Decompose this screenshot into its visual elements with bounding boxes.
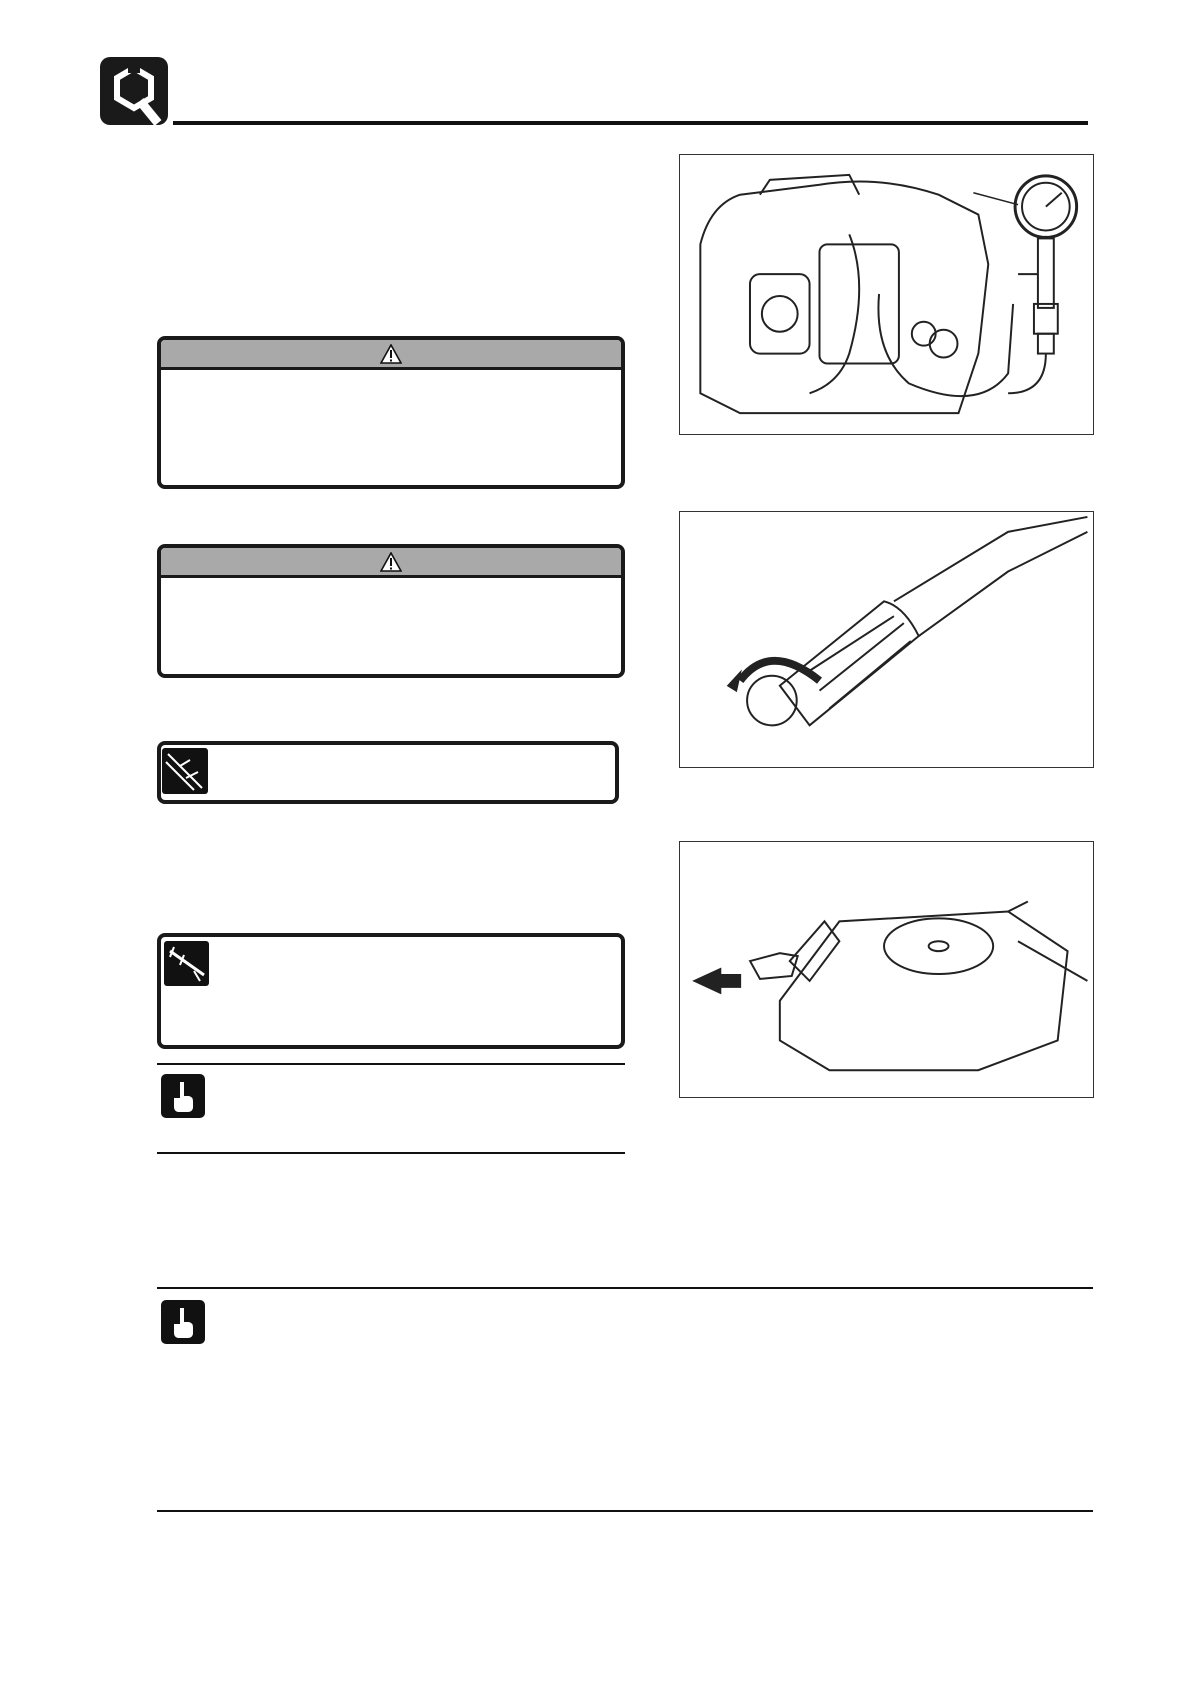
caliper-measurement-icon xyxy=(164,941,209,986)
warning-header xyxy=(161,340,621,370)
note-rule-top xyxy=(157,1287,1093,1289)
header-rule xyxy=(173,121,1088,125)
note-rule-bottom xyxy=(157,1152,625,1154)
recoil-starter-illustration xyxy=(679,841,1094,1098)
special-tool-box xyxy=(157,741,619,804)
pointing-hand-note-icon xyxy=(161,1074,205,1118)
measurement-spec-box xyxy=(157,933,625,1049)
compression-gauge-illustration xyxy=(679,154,1094,435)
warning-box-2 xyxy=(157,544,625,678)
warning-box-1 xyxy=(157,336,625,489)
warning-header xyxy=(161,548,621,578)
special-tool-icon xyxy=(162,748,208,794)
pointing-hand-note-icon xyxy=(161,1300,205,1344)
warning-triangle-icon xyxy=(380,552,402,572)
throttle-grip-illustration xyxy=(679,511,1094,768)
note-rule-bottom xyxy=(157,1510,1093,1512)
warning-triangle-icon xyxy=(380,344,402,364)
note-rule-top xyxy=(157,1063,625,1065)
wrench-inspection-icon xyxy=(100,57,168,125)
